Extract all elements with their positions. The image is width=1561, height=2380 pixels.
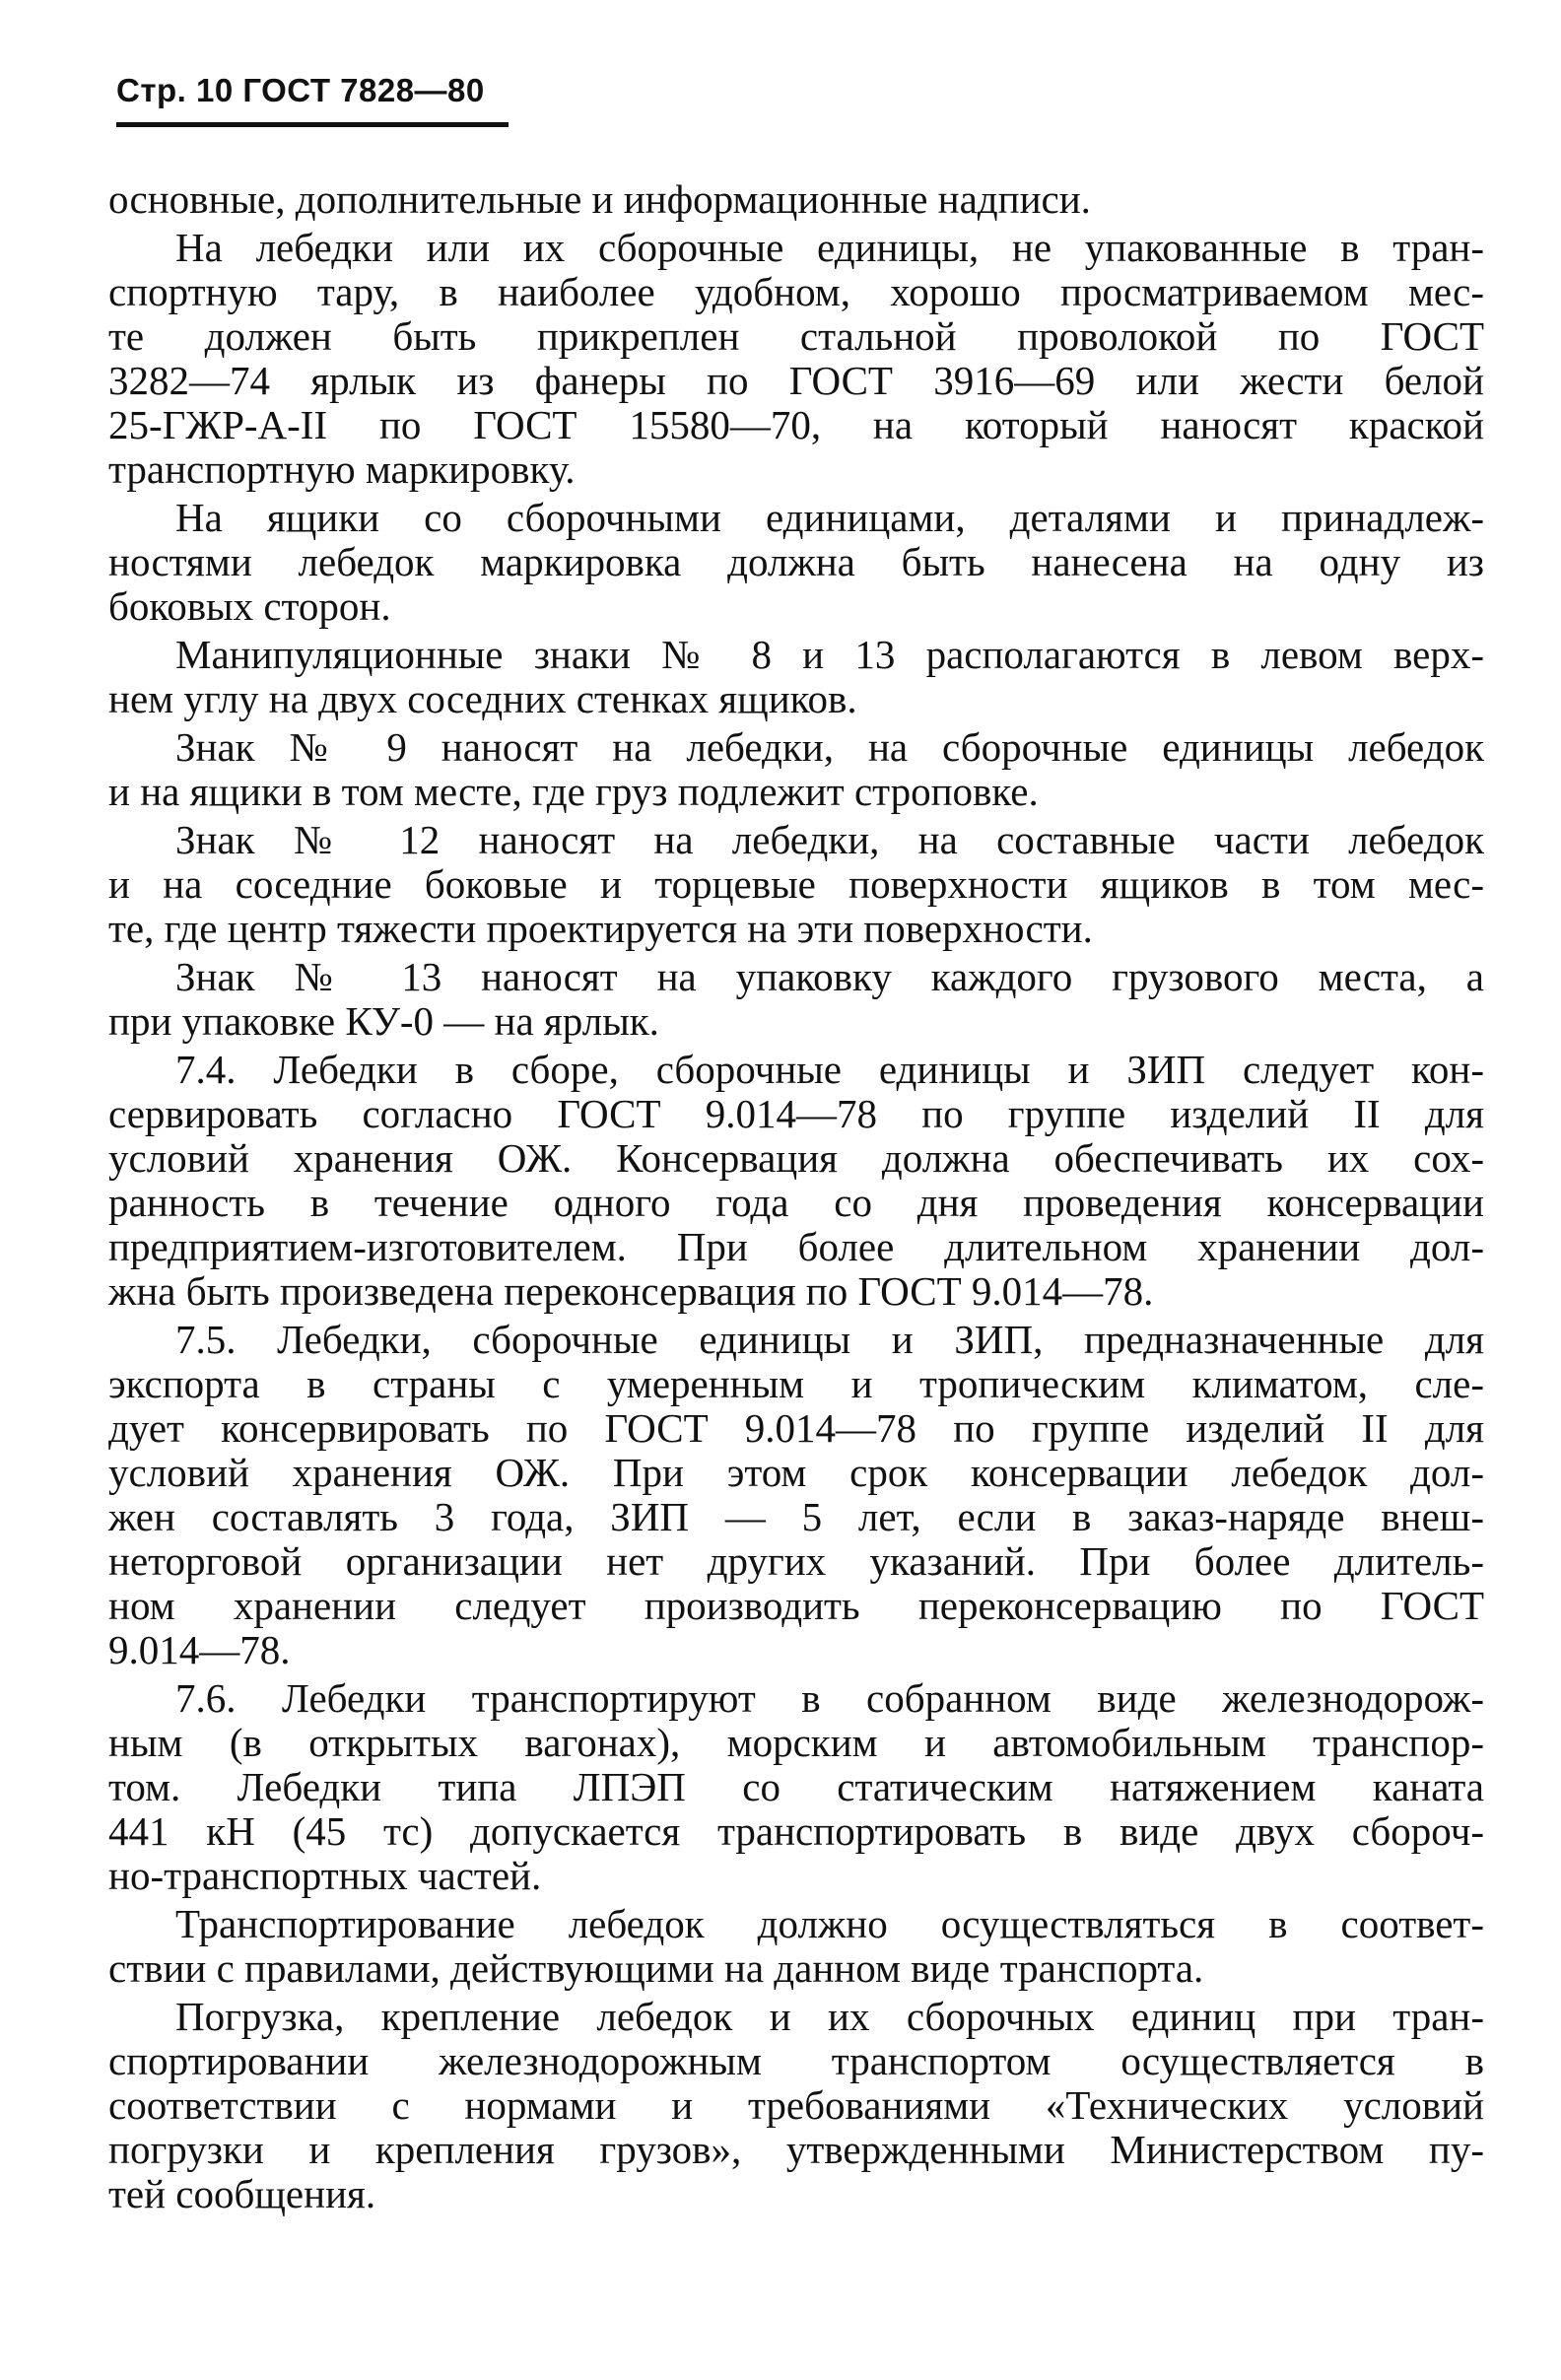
- text-line: спортную тару, в наиболее удобном, хорошо просматриваемом мес-: [108, 269, 1484, 314]
- paragraph: [108, 177, 1484, 222]
- paragraph: [108, 955, 1484, 1044]
- text-line: Транспортирование лебедок должно осуществляться в соответ-: [175, 1901, 1484, 1946]
- text-line: 25-ГЖР-А-II по ГОСТ 15580—70, на который наносят краской: [108, 402, 1484, 447]
- paragraph: [108, 1995, 1484, 2216]
- text-line: те должен быть прикреплен стальной проволокой по ГОСТ: [108, 313, 1484, 359]
- text-line: ным (в открытых вагонах), морским и автомобильным транспор-: [108, 1720, 1484, 1765]
- header-rule: [116, 122, 509, 127]
- text-line: и на соседние боковые и торцевые поверхности ящиков в том мес-: [108, 861, 1484, 907]
- text-line: при упаковке КУ-0 — на ярлык.: [108, 998, 659, 1044]
- text-line: нем углу на двух соседних стенках ящиков.: [108, 676, 857, 721]
- text-line: сервировать согласно ГОСТ 9.014—78 по группе изделий II для: [108, 1091, 1484, 1136]
- text-line: соответствии с нормами и требованиями «Технических условий: [108, 2082, 1484, 2128]
- text-line: На ящики со сборочными единицами, деталями и принадлеж-: [175, 495, 1484, 540]
- text-line: те, где центр тяжести проектируется на эти поверхности.: [108, 906, 1093, 951]
- text-line: транспортную маркировку.: [108, 446, 576, 492]
- text-line: дует консервировать по ГОСТ 9.014—78 по группе изделий II для: [108, 1405, 1484, 1451]
- paragraph: [108, 633, 1484, 721]
- text-line: Знак № 9 наносят на лебедки, на сборочные единицы лебедок: [175, 724, 1484, 770]
- text-line: предприятием-изготовителем. При более длительном хранении дол-: [108, 1224, 1484, 1269]
- text-line: неторговой организации нет других указаний. При более длитель-: [108, 1538, 1484, 1584]
- body-text: [108, 177, 1484, 2220]
- text-line: погрузки и крепления грузов», утвержденными Министерством пу-: [108, 2127, 1484, 2172]
- text-line: 3282—74 ярлык из фанеры по ГОСТ 3916—69 или жести белой: [108, 358, 1484, 403]
- text-line: том. Лебедки типа ЛПЭП со статическим натяжением каната: [108, 1764, 1484, 1809]
- paragraph: [108, 1318, 1484, 1672]
- text-line: Знак № 13 наносят на упаковку каждого грузового места, а: [175, 954, 1484, 999]
- paragraph: [108, 725, 1484, 814]
- text-line: 7.5. Лебедки, сборочные единицы и ЗИП, предназначенные для: [175, 1317, 1484, 1362]
- text-line: и на ящики в том месте, где груз подлежит строповке.: [108, 769, 1039, 814]
- text-line: но-транспортных частей.: [108, 1853, 542, 1898]
- text-line: условий хранения ОЖ. Консервация должна обеспечивать их сох-: [108, 1135, 1484, 1181]
- text-line: 441 кН (45 тс) допускается транспортировать в виде двух сбороч-: [108, 1808, 1484, 1854]
- text-line: Знак № 12 наносят на лебедки, на составные части лебедок: [175, 817, 1484, 862]
- text-line: экспорта в страны с умеренным и тропическим климатом, сле-: [108, 1361, 1484, 1406]
- text-line: ствии с правилами, действующими на данном виде транспорта.: [108, 1945, 1204, 1991]
- text-line: жен составлять 3 года, ЗИП — 5 лет, если в заказ-наряде внеш-: [108, 1494, 1484, 1539]
- text-line: ностями лебедок маркировка должна быть нанесена на одну из: [108, 539, 1484, 584]
- text-line: 7.6. Лебедки транспортируют в собранном виде железнодорож-: [175, 1675, 1484, 1721]
- page-header: Стр. 10 ГОСТ 7828—80: [116, 72, 485, 108]
- text-line: ранность в течение одного года со дня проведения консервации: [108, 1180, 1484, 1225]
- text-line: Манипуляционные знаки № 8 и 13 располагаются в левом верх-: [175, 632, 1484, 677]
- text-line: жна быть произведена переконсервация по ГОСТ 9.014—78.: [108, 1268, 1154, 1314]
- text-line: 7.4. Лебедки в сборе, сборочные единицы и ЗИП следует кон-: [175, 1047, 1484, 1092]
- paragraph: [108, 1676, 1484, 1898]
- paragraph: [108, 818, 1484, 951]
- paragraph: [108, 1048, 1484, 1314]
- text-line: Погрузка, крепление лебедок и их сборочных единиц при тран-: [175, 1994, 1484, 2039]
- text-line: тей сообщения.: [108, 2171, 376, 2216]
- paragraph: [108, 226, 1484, 492]
- paragraph: [108, 496, 1484, 629]
- text-line: условий хранения ОЖ. При этом срок консервации лебедок дол-: [108, 1450, 1484, 1495]
- text-line: ном хранении следует производить переконсервацию по ГОСТ: [108, 1583, 1484, 1628]
- text-line: 9.014—78.: [108, 1627, 291, 1672]
- text-line: основные, дополнительные и информационные надписи.: [108, 176, 1091, 222]
- text-line: боковых сторон.: [108, 583, 391, 629]
- text-line: На лебедки или их сборочные единицы, не упакованные в тран-: [175, 225, 1484, 270]
- text-line: спортировании железнодорожным транспортом осуществляется в: [108, 2038, 1484, 2083]
- paragraph: [108, 1902, 1484, 1991]
